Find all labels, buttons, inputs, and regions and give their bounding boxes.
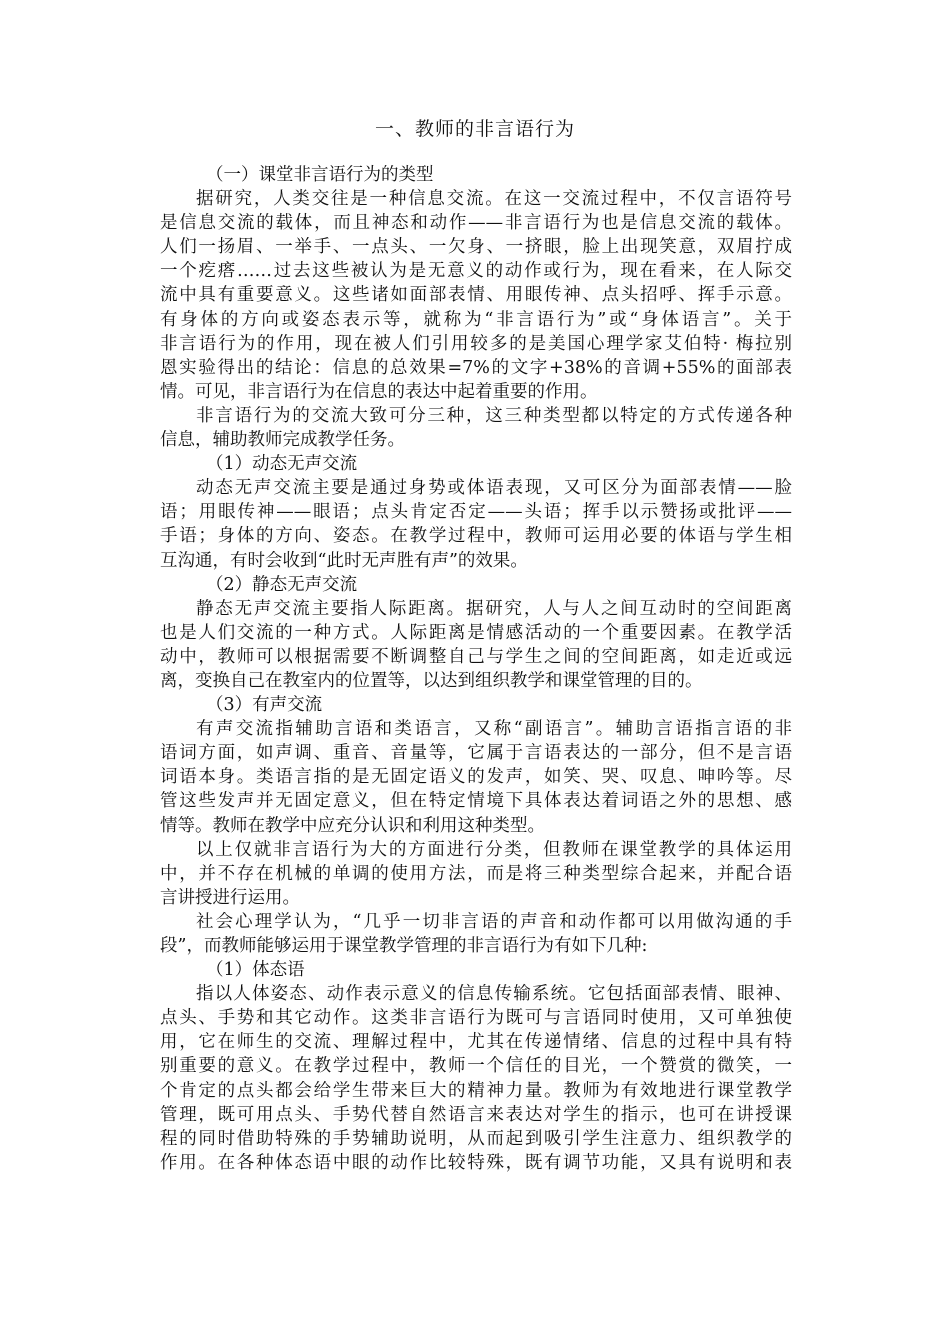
paragraph-line: 手语；身体的方向、姿态。在教学过程中，教师可运用必要的体语与学生相 bbox=[160, 526, 792, 547]
paragraph-line: 是信息交流的载体，而且神态和动作——非言语行为也是信息交流的载体。 bbox=[160, 213, 792, 234]
paragraph-line: 个肯定的点头都会给学生带来巨大的精神力量。教师为有效地进行课堂教学 bbox=[160, 1080, 792, 1101]
paragraph-line: 恩实验得出的结论：信息的总效果=7%的文字+38%的音调+55%的面部表 bbox=[160, 357, 792, 378]
paragraph-line: 情等。教师在教学中应充分认识和利用这种类型。 bbox=[160, 815, 545, 836]
paragraph-line: 别重要的意义。在教学过程中，教师一个信任的目光，一个赞赏的微笑，一 bbox=[160, 1056, 792, 1077]
paragraph-line: 有身体的方向或姿态表示等，就称为“非言语行为”或“身体语言”。关于 bbox=[160, 309, 792, 330]
paragraph-line: 语；用眼传神——眼语；点头肯定否定——头语；挥手以示赞扬或批评—— bbox=[160, 502, 792, 523]
document-title: 一、教师的非言语行为 bbox=[374, 118, 575, 140]
paragraph-line: 动态无声交流主要是通过身势或体语表现，又可区分为面部表情——脸 bbox=[196, 478, 792, 499]
paragraph-line: 段”，而教师能够运用于课堂教学管理的非言语行为有如下几种: bbox=[160, 936, 648, 956]
subsection-heading: （1）体态语 bbox=[206, 960, 305, 981]
paragraph-line: 指以人体姿态、动作表示意义的信息传输系统。它包括面部表情、眼神、 bbox=[196, 984, 792, 1005]
paragraph-line: 以上仅就非言语行为大的方面进行分类，但教师在课堂教学的具体运用 bbox=[196, 839, 792, 860]
paragraph-line: 管理，既可用点头、手势代替自然语言来表达对学生的指示，也可在讲授课 bbox=[160, 1104, 792, 1125]
subsection-heading: （3）有声交流 bbox=[206, 695, 323, 716]
paragraph-line: 管这些发声并无固定意义，但在特定情境下具体表达着词语之外的思想、感 bbox=[160, 791, 792, 812]
paragraph-line: 词语本身。类语言指的是无固定语义的发声，如笑、哭、叹息、呻吟等。尽 bbox=[160, 767, 792, 788]
document-body bbox=[160, 163, 792, 1175]
subsection-heading: （2）静态无声交流 bbox=[206, 574, 358, 595]
paragraph-line: 据研究，人类交往是一种信息交流。在这一交流过程中，不仅言语符号 bbox=[196, 189, 792, 210]
paragraph-line: 情。可见，非言语行为在信息的表达中起着重要的作用。 bbox=[160, 381, 598, 402]
paragraph-line: 静态无声交流主要指人际距离。据研究，人与人之间互动时的空间距离 bbox=[196, 598, 792, 619]
paragraph-line: 用，它在师生的交流、理解过程中，尤其在传递情绪、信息的过程中具有特 bbox=[160, 1032, 792, 1053]
paragraph-line: 信息，辅助教师完成教学任务。 bbox=[160, 430, 405, 451]
paragraph-line: 也是人们交流的一种方式。人际距离是情感活动的一个重要因素。在教学活 bbox=[160, 622, 792, 643]
paragraph-line: 中，并不存在机械的单调的使用方法，而是将三种类型综合起来，并配合语 bbox=[160, 863, 792, 884]
paragraph-line: 动中，教师可以根据需要不断调整自己与学生之间的空间距离，如走近或远 bbox=[160, 646, 792, 667]
paragraph-line: 非言语行为的交流大致可分三种，这三种类型都以特定的方式传递各种 bbox=[196, 405, 792, 426]
paragraph-line: 非言语行为的作用，现在被人们引用较多的是美国心理学家艾伯特· 梅拉别 bbox=[160, 333, 792, 354]
paragraph-line: 点头、手势和其它动作。这类非言语行为既可与言语同时使用，又可单独使 bbox=[160, 1008, 792, 1029]
paragraph-line: 作用。在各种体态语中眼的动作比较特殊，既有调节功能，又具有说明和表 bbox=[160, 1152, 792, 1173]
paragraph-line: 离，变换自己在教室内的位置等，以达到组织教学和课堂管理的目的。 bbox=[160, 670, 703, 691]
paragraph-line: 社会心理学认为，“几乎一切非言语的声音和动作都可以用做沟通的手 bbox=[196, 911, 792, 932]
paragraph-line: 互沟通，有时会收到“此时无声胜有声”的效果。 bbox=[160, 550, 528, 571]
section-heading: （一）课堂非言语行为的类型 bbox=[206, 165, 434, 185]
paragraph-line: 一个疙瘩……过去这些被认为是无意义的动作或行为，现在看来，在人际交 bbox=[160, 261, 792, 282]
paragraph-line: 有声交流指辅助言语和类语言，又称“副语言”。辅助言语指言语的非 bbox=[196, 719, 792, 740]
paragraph-line: 流中具有重要意义。这些诸如面部表情、用眼传神、点头招呼、挥手示意。 bbox=[160, 285, 792, 306]
paragraph-line: 言讲授进行运用。 bbox=[160, 887, 300, 908]
paragraph-line: 程的同时借助特殊的手势辅助说明，从而起到吸引学生注意力、组织教学的 bbox=[160, 1128, 792, 1149]
subsection-heading: （1）动态无声交流 bbox=[206, 454, 358, 475]
paragraph-line: 语词方面，如声调、重音、音量等，它属于言语表达的一部分，但不是言语 bbox=[160, 743, 792, 764]
paragraph-line: 人们一扬眉、一举手、一点头、一欠身、一挤眼，脸上出现笑意，双眉拧成 bbox=[160, 237, 792, 258]
